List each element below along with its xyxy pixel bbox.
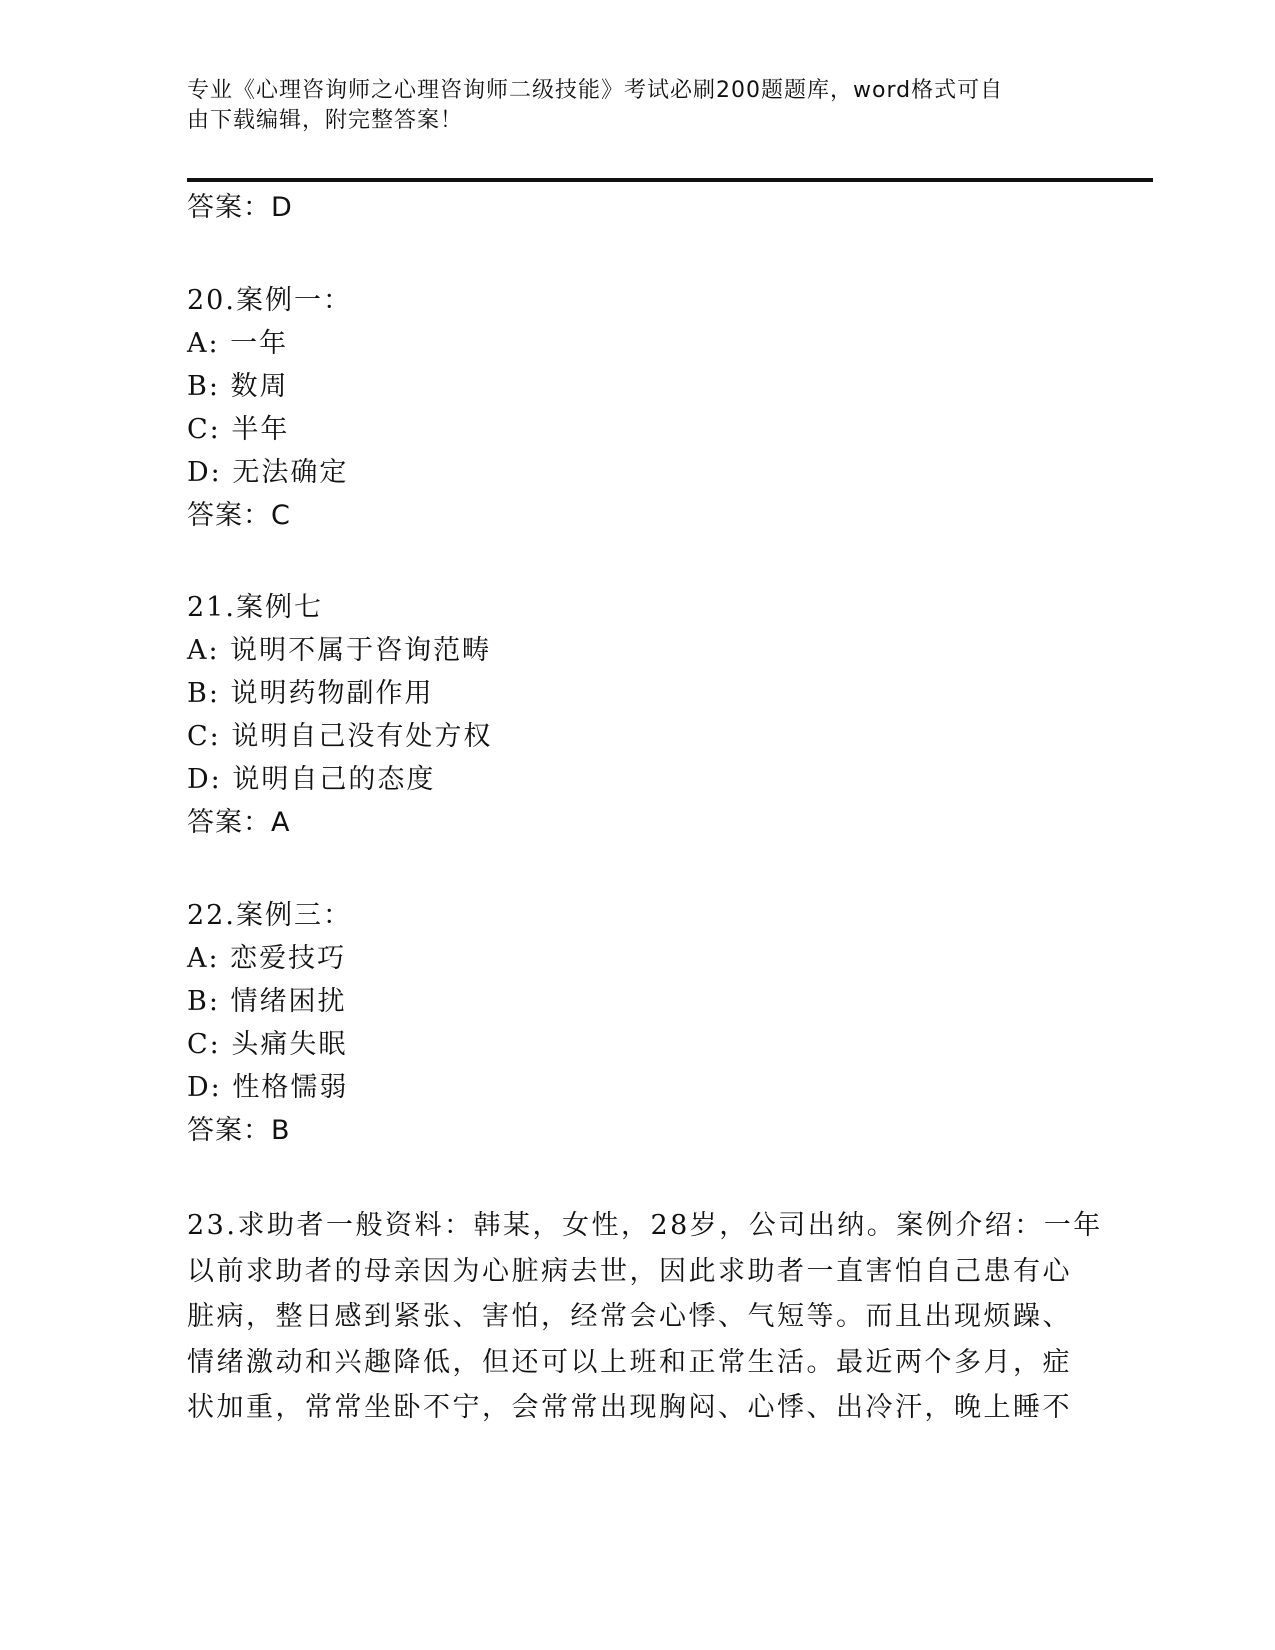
question-23-line: 情绪激动和兴趣降低，但还可以上班和正常生活。最近两个多月，症	[187, 1346, 1072, 1378]
question-23-paragraph	[187, 1203, 1103, 1431]
question-23-line: 以前求助者的母亲因为心脏病去世，因此求助者一直害怕自己患有心	[187, 1255, 1072, 1287]
question-21-option-d: D: 说明自己的态度	[187, 764, 436, 795]
question-21-option-c: C: 说明自己没有处方权	[187, 721, 493, 752]
question-20-option-d: D: 无法确定	[187, 457, 349, 488]
answer-19: 答案：D	[187, 192, 293, 223]
answer-21: 答案：A	[187, 807, 291, 838]
question-20-option-b: B: 数周	[187, 371, 289, 402]
question-21-option-b: B: 说明药物副作用	[187, 678, 434, 709]
header-text	[187, 76, 1067, 136]
question-20-option-a: A: 一年	[187, 328, 289, 359]
answer-22: 答案：B	[187, 1115, 291, 1146]
question-22-option-a: A: 恋爱技巧	[187, 943, 347, 974]
question-23-line: 23.求助者一般资料：韩某，女性，28岁，公司出纳。案例介绍：一年	[187, 1210, 1103, 1241]
header-divider	[187, 178, 1153, 182]
question-22-option-c: C: 头痛失眠	[187, 1029, 348, 1060]
answer-20: 答案：C	[187, 500, 291, 531]
question-21: 21.案例七	[187, 592, 323, 623]
question-22: 22.案例三：	[187, 900, 352, 931]
question-22-option-d: D: 性格懦弱	[187, 1072, 349, 1103]
header-line-1: 专业《心理咨询师之心理咨询师二级技能》考试必刷200题题库，word格式可自	[187, 78, 1004, 103]
question-20: 20.案例一：	[187, 285, 352, 316]
question-23-line: 脏病，整日感到紧张、害怕，经常会心悸、气短等。而且出现烦躁、	[187, 1301, 1072, 1332]
question-21-option-a: A: 说明不属于咨询范畴	[187, 635, 492, 666]
question-22-option-b: B: 情绪困扰	[187, 986, 347, 1017]
question-23-line: 状加重，常常坐卧不宁，会常常出现胸闷、心悸、出冷汗，晚上睡不	[187, 1392, 1072, 1423]
question-20-option-c: C: 半年	[187, 414, 290, 445]
header-line-2: 由下载编辑，附完整答案！	[187, 108, 464, 133]
